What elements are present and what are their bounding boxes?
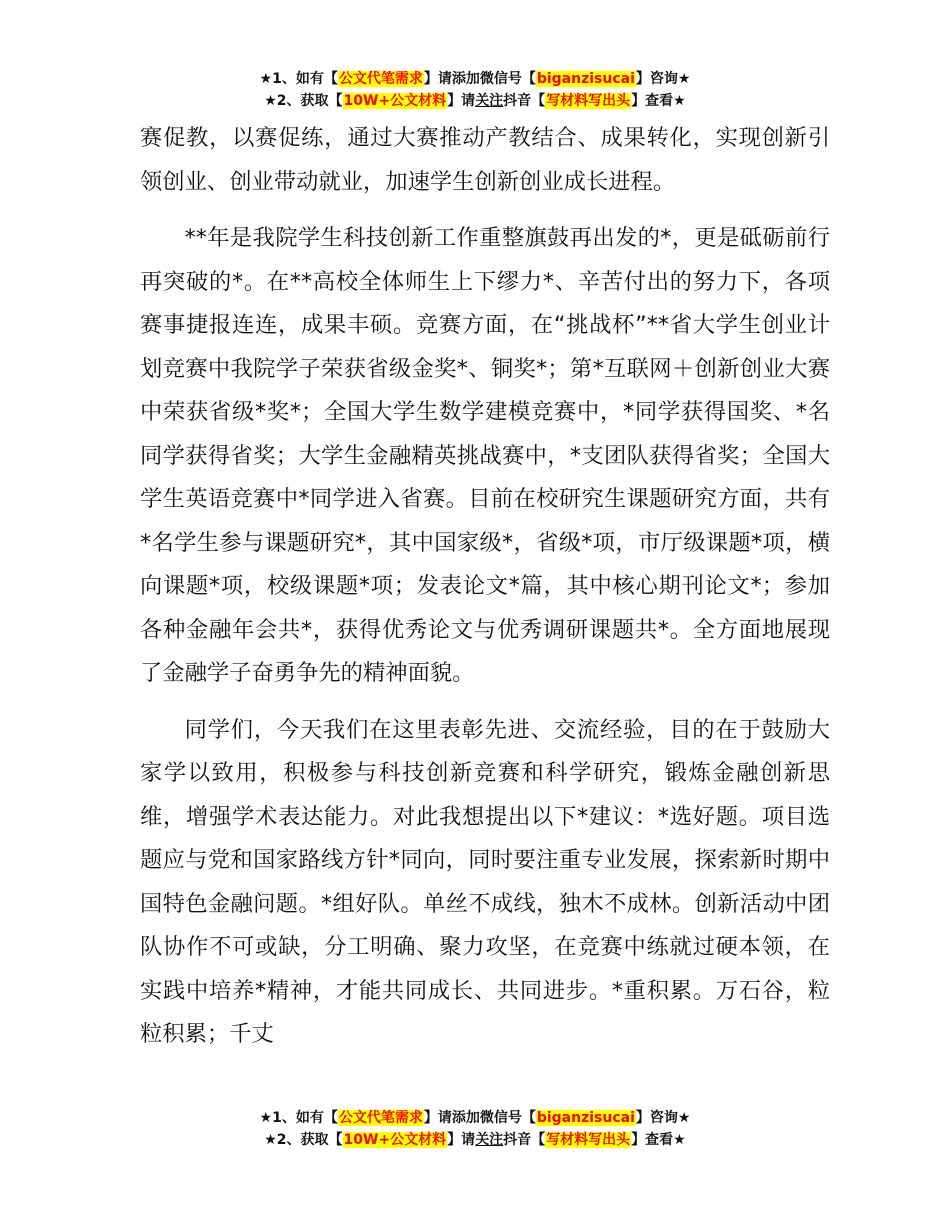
header-banner-line-1: ★1、如有【公文代笔需求】请添加微信号【biganzisucai】咨询★ (259, 71, 691, 87)
document-body (140, 117, 830, 1057)
highlight-ghostwriting: 公文代笔需求 (338, 1110, 423, 1126)
highlight-ghostwriting: 公文代笔需求 (338, 71, 423, 87)
header-banner-line-2: ★2、获取【10W+公文材料】请关注抖音【写材料写出头】查看★ (264, 93, 686, 109)
paragraph-1: 赛促教，以赛促练，通过大赛推动产教结合、成果转化，实现创新引领创业、创业带动就业，加速学生创新创业成长进程。 (140, 125, 830, 195)
paragraph-3: 同学们，今天我们在这里表彰先进、交流经验，目的在于鼓励大家学以致用，积极参与科技创新竞赛和科学研究，锻炼金融创新思维，增强学术表达能力。对此我想提出以下*建议：*选好题。项目选题应与党和国家路线方针*同向，同时要注重专业发展，探索新时期中国特色金融问题。*组好队。单丝不成线，独木不成林。创新活动中团队协作不可或缺，分工明确、聚力攻坚，在竞赛中练就过硬本领，在实践中培养*精神，才能共同成长、共同进步。*重积累。万石谷，粒粒积累；千丈 (140, 716, 830, 1047)
footer-banner-line-2: ★2、获取【10W+公文材料】请关注抖音【写材料写出头】查看★ (264, 1132, 686, 1148)
footer-banner (0, 1107, 950, 1151)
paragraph-2: **年是我院学生科技创新工作重整旗鼓再出发的*，更是砥砺前行再突破的*。在**高校全体师生上下缪力*、辛苦付出的努力下，各项赛事捷报连连，成果丰硕。竞赛方面，在“挑战杯”**省大学生创业计划竞赛中我院学子荣获省级金奖*、铜奖*；第*互联网＋创新创业大赛中荣获省级*奖*；全国大学生数学建模竞赛中，*同学获得国奖、*名同学获得省奖；大学生金融精英挑战赛中，*支团队获得省奖；全国大学生英语竞赛中*同学进入省赛。目前在校研究生课题研究方面，共有*名学生参与课题研究*，其中国家级*，省级*项，市厅级课题*项，横向课题*项，校级课题*项；发表论文*篇，其中核心期刊论文*；参加各种金融年会共*，获得优秀论文与优秀调研课题共*。全方面地展现了金融学子奋勇争先的精神面貌。 (140, 225, 830, 686)
highlight-materials: 10W+公文材料 (343, 93, 447, 109)
highlight-wechat-id: biganzisucai (536, 71, 635, 87)
highlight-materials: 10W+公文材料 (343, 1132, 447, 1148)
highlight-douyin-account: 写材料写出头 (546, 1132, 631, 1148)
highlight-douyin-account: 写材料写出头 (546, 93, 631, 109)
highlight-wechat-id: biganzisucai (536, 1110, 635, 1126)
header-banner (0, 68, 950, 112)
footer-banner-line-1: ★1、如有【公文代笔需求】请添加微信号【biganzisucai】咨询★ (259, 1110, 691, 1126)
